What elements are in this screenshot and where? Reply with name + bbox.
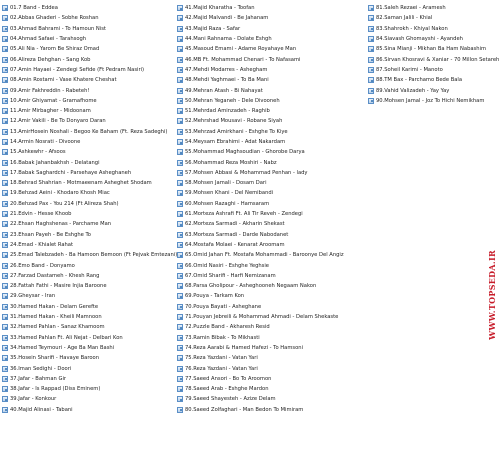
- file-item[interactable]: [2, 281, 172, 291]
- file-name: 81.Saleh Rezaei - Aramesh: [376, 5, 446, 12]
- audio-file-icon: [177, 283, 183, 289]
- file-name: 14.Armin Nosrati - Divoone: [10, 139, 81, 145]
- file-list-column-1: [2, 3, 178, 415]
- audio-file-icon: [2, 273, 8, 279]
- audio-file-icon: [177, 386, 183, 392]
- file-item[interactable]: [177, 250, 364, 260]
- file-name: 08.Amin Rostami - Vase Khatere Cheshat: [10, 77, 117, 84]
- audio-file-icon: [2, 221, 8, 227]
- file-item[interactable]: [177, 54, 364, 64]
- audio-file-icon: [2, 211, 8, 217]
- file-name: 06.Alireza Dehghan - Sang Kob: [10, 56, 91, 63]
- file-item[interactable]: [177, 75, 364, 85]
- file-name: 66.Omid Nasiri - Eshghe Yeghsie: [185, 262, 269, 269]
- file-item[interactable]: [177, 157, 364, 167]
- file-item[interactable]: [2, 374, 172, 384]
- audio-file-icon: [177, 324, 183, 330]
- file-name: 43.Majid Raza - Safar: [185, 25, 241, 32]
- file-name: 60.Mohsen Razaghi - Hamsaram: [185, 200, 270, 207]
- file-name: 11.Amir Mirbagher - Midoonam: [10, 108, 91, 115]
- file-name: 28.Fattah Fathi - Masire Injia Baroone: [10, 283, 107, 290]
- file-item[interactable]: [2, 363, 172, 373]
- file-name: 67.Omid Sharifi - Harfi Nemizanam: [185, 272, 276, 279]
- file-item[interactable]: [177, 240, 364, 250]
- file-name: 69.Pouya - Tarkam Kon: [185, 293, 245, 300]
- file-item[interactable]: [177, 312, 364, 322]
- file-name: 40.Majid Alinasi - Tabani: [10, 406, 73, 413]
- audio-file-icon: [177, 26, 183, 32]
- file-item[interactable]: [177, 168, 364, 178]
- file-name: 48.Mehdi Yaghmaei - To Ba Mani: [185, 77, 269, 84]
- audio-file-icon: [368, 67, 374, 73]
- file-name: 02.Abbas Ghaderi - Sobhe Roshan: [10, 15, 99, 22]
- file-item[interactable]: [2, 384, 172, 394]
- file-name: 25.Emad Talebzadeh - Ba Hamoon Bemoon (Ft Pejvak Emtezani): [10, 252, 178, 259]
- file-item[interactable]: [2, 3, 172, 13]
- audio-file-icon: [368, 88, 374, 94]
- file-name: 29.Gheysar - Iran: [10, 293, 56, 300]
- audio-file-icon: [177, 5, 183, 11]
- file-name: 36.Iman Sedighi - Doori: [10, 365, 72, 372]
- audio-file-icon: [368, 36, 374, 42]
- audio-file-icon: [2, 232, 8, 238]
- file-item[interactable]: [2, 127, 172, 137]
- audio-file-icon: [2, 118, 8, 124]
- audio-file-icon: [177, 98, 183, 104]
- file-item[interactable]: [368, 34, 468, 44]
- audio-file-icon: [177, 57, 183, 63]
- file-list-column-2: [177, 3, 364, 415]
- file-name: 84.Siavash Ghomayshi - Ayandeh: [376, 36, 463, 43]
- audio-file-icon: [2, 293, 8, 299]
- file-name: 31.Hamed Hakan - Kheili Mamnoon: [10, 314, 102, 321]
- file-item[interactable]: [2, 44, 172, 54]
- file-name: 56.Mohammad Reza Moshiri - Nabz: [185, 159, 277, 166]
- file-name: 18.Behrad Shahrian - Motmaeenam Asheghet Shodam: [10, 180, 152, 187]
- file-item[interactable]: [177, 302, 364, 312]
- file-item[interactable]: [177, 209, 364, 219]
- audio-file-icon: [2, 5, 8, 11]
- audio-file-icon: [2, 263, 8, 269]
- audio-file-icon: [2, 129, 8, 135]
- file-name: 32.Hamed Pahlan - Sanaz Khamoom: [10, 324, 105, 331]
- file-item[interactable]: [177, 230, 364, 240]
- file-item[interactable]: [2, 13, 172, 23]
- audio-file-icon: [177, 252, 183, 258]
- audio-file-icon: [177, 149, 183, 155]
- file-item[interactable]: [368, 96, 485, 106]
- audio-file-icon: [2, 345, 8, 351]
- audio-file-icon: [177, 366, 183, 372]
- file-name: 73.Ramin Bibak - To Mikhasti: [185, 334, 260, 341]
- file-item[interactable]: [177, 34, 364, 44]
- file-item[interactable]: [368, 3, 468, 13]
- file-item[interactable]: [368, 54, 500, 64]
- file-name: 72.Puzzle Band - Akharesh Resid: [185, 324, 270, 331]
- file-item[interactable]: [177, 127, 364, 137]
- file-item[interactable]: [2, 24, 172, 34]
- audio-file-icon: [2, 160, 8, 166]
- file-item[interactable]: [2, 65, 172, 75]
- audio-file-icon: [2, 88, 8, 94]
- file-name: 49.Mehran Atash - Bi Nahayat: [185, 87, 263, 94]
- file-item[interactable]: [2, 188, 172, 198]
- file-name: 87.Soheil Karimi - Manoto: [376, 66, 443, 73]
- file-name: 54.Meysam Ebrahimi - Adat Nakardam: [185, 139, 286, 145]
- file-list-column-3: [368, 3, 500, 106]
- file-name: 33.Hamed Pahlan Ft. Ali Nejat - Delbari Kon: [10, 334, 123, 341]
- audio-file-icon: [177, 355, 183, 361]
- file-name: 47.Mehdi Modarres - Ashegham: [185, 66, 268, 73]
- audio-file-icon: [2, 98, 8, 104]
- file-item[interactable]: [177, 291, 364, 301]
- file-item[interactable]: [2, 219, 172, 229]
- audio-file-icon: [177, 273, 183, 279]
- file-name: 62.Morteza Sarmadi - Akharin Shekast: [185, 221, 285, 228]
- file-name: 42.Majid Malvandi - Be Jahanam: [185, 15, 269, 22]
- file-name: 27.Farzad Dastameh - Khesh Rang: [10, 272, 100, 279]
- audio-file-icon: [177, 77, 183, 83]
- file-item[interactable]: [2, 271, 172, 281]
- file-name: 41.Majid Kharatha - Toofan: [185, 5, 255, 12]
- file-name: 12.Amir Vakili - Be To Donyaro Daran: [10, 118, 106, 125]
- file-name: 37.Jafar - Bahman Gir: [10, 375, 67, 382]
- audio-file-icon: [2, 376, 8, 382]
- audio-file-icon: [2, 57, 8, 63]
- file-item[interactable]: [2, 405, 172, 415]
- file-item[interactable]: [368, 85, 468, 95]
- audio-file-icon: [2, 355, 8, 361]
- audio-file-icon: [177, 46, 183, 52]
- file-item[interactable]: [2, 199, 172, 209]
- file-name: 51.Mehrdad Aminzadeh - Raghib: [185, 108, 270, 115]
- file-item[interactable]: [2, 157, 172, 167]
- file-name: 64.Mostafa Molaei - Kenarat Aroomam: [185, 241, 285, 248]
- audio-file-icon: [177, 170, 183, 176]
- file-name: 75.Reza Yazdani - Vatan Yari: [185, 355, 258, 362]
- file-item[interactable]: [368, 75, 468, 85]
- audio-file-icon: [2, 46, 8, 52]
- file-name: 44.Mani Rahnama - Dolate Eshgh: [185, 36, 272, 43]
- file-name: 20.Behzad Pax - You 214 (Ft Alireza Shah): [10, 200, 119, 207]
- file-name: 07.Amin Hayaei - Zendegi Sefide (Ft Pedram Nasiri): [10, 66, 145, 73]
- file-item[interactable]: [368, 65, 468, 75]
- audio-file-icon: [177, 376, 183, 382]
- file-item[interactable]: [2, 168, 172, 178]
- file-name: 80.Saeed Zolfaghari - Man Bedon To Mimiram: [185, 406, 304, 413]
- audio-file-icon: [2, 77, 8, 83]
- audio-file-icon: [177, 335, 183, 341]
- file-name: 10.Amir Ghiyamat - Gramafhome: [10, 97, 97, 104]
- file-name: 77.Saeed Ansori - Bo To Aroomon: [185, 375, 272, 382]
- file-name: 21.Edvin - Hesse Khoob: [10, 211, 72, 218]
- file-item[interactable]: [2, 34, 172, 44]
- audio-file-icon: [177, 407, 183, 413]
- file-item[interactable]: [2, 322, 172, 332]
- file-name: 83.Shahrokh - Khiyal Nakon: [376, 25, 448, 32]
- file-name: 05.Ali Nia - Yarom Be Shiraz Omad: [10, 46, 100, 53]
- file-name: 50.Mehran Yeganeh - Dele Divooneh: [185, 97, 280, 104]
- file-item[interactable]: [2, 250, 178, 260]
- audio-file-icon: [177, 221, 183, 227]
- audio-file-icon: [2, 396, 8, 402]
- file-name: 71.Pouyan Jebreili & Mohammad Ahmadi - Delam Shekaste: [185, 314, 339, 321]
- audio-file-icon: [177, 242, 183, 248]
- audio-file-icon: [2, 386, 8, 392]
- file-item[interactable]: [2, 75, 172, 85]
- site-watermark: WWW.TOPSEDA.IR: [487, 250, 497, 340]
- file-name: 78.Saeed Arab - Eshghe Mardon: [185, 386, 269, 393]
- file-name: 19.Behzad Aeini - Khodaro Khosh Miac: [10, 190, 110, 197]
- file-name: 16.Babak Jahanbakhsh - Delatangi: [10, 159, 100, 166]
- file-name: 15.Ashkewhr - Afsoos: [10, 149, 66, 156]
- file-item[interactable]: [2, 116, 172, 126]
- file-item[interactable]: [177, 260, 364, 270]
- file-item[interactable]: [177, 24, 364, 34]
- file-item[interactable]: [368, 44, 487, 54]
- audio-file-icon: [2, 180, 8, 186]
- audio-file-icon: [368, 98, 374, 104]
- file-item[interactable]: [2, 302, 172, 312]
- file-item[interactable]: [2, 209, 172, 219]
- audio-file-icon: [2, 335, 8, 341]
- file-name: 82.Saman Jalili - Khial: [376, 15, 433, 22]
- file-item[interactable]: [177, 271, 364, 281]
- audio-file-icon: [2, 314, 8, 320]
- audio-file-icon: [2, 108, 8, 114]
- file-name: 52.Mehrshad Mousavi - Robane Siyah: [185, 118, 283, 125]
- file-item[interactable]: [177, 96, 364, 106]
- audio-file-icon: [368, 77, 374, 83]
- file-name: 34.Hamed Teymouri - Age Ba Man Bashi: [10, 344, 115, 351]
- file-item[interactable]: [177, 3, 364, 13]
- file-name: 39.Jafar - Konkour: [10, 396, 57, 403]
- audio-file-icon: [177, 293, 183, 299]
- file-name: 65.Omid Jahan Ft. Mostafa Mohammadi - Baroonye Del Angiz: [185, 252, 344, 259]
- audio-file-icon: [2, 366, 8, 372]
- audio-file-icon: [177, 36, 183, 42]
- file-item[interactable]: [177, 116, 364, 126]
- file-name: 45.Masoud Emami - Adame Royahaye Man: [185, 46, 297, 53]
- audio-file-icon: [368, 26, 374, 32]
- file-name: 09.Amir Fakhreddin - Rabeteh!: [10, 87, 90, 94]
- file-name: 70.Pouya Bayati - Asheghane: [185, 303, 262, 310]
- audio-file-icon: [368, 57, 374, 63]
- file-name: 63.Morteza Sarmadi - Darde Nabodanet: [185, 231, 289, 238]
- file-item[interactable]: [2, 312, 172, 322]
- file-name: 55.Mohammad Maghsoudian - Ghorobe Darya: [185, 149, 305, 156]
- audio-file-icon: [177, 160, 183, 166]
- file-name: 03.Ahmad Bahrami - To Hamoun Nist: [10, 25, 106, 32]
- audio-file-icon: [177, 201, 183, 207]
- file-name: 86.Sirvan Khosravi & Xaniar - 70 Millon Setareh: [376, 56, 500, 63]
- file-item[interactable]: [368, 24, 468, 34]
- file-item[interactable]: [177, 374, 364, 384]
- file-item[interactable]: [2, 333, 172, 343]
- audio-file-icon: [2, 304, 8, 310]
- file-item[interactable]: [177, 65, 364, 75]
- file-item[interactable]: [2, 394, 172, 404]
- file-item[interactable]: [2, 137, 172, 147]
- file-item[interactable]: [2, 291, 172, 301]
- audio-file-icon: [2, 190, 8, 196]
- audio-file-icon: [177, 304, 183, 310]
- audio-file-icon: [2, 252, 8, 258]
- file-name: 88.TM Bax - Parchamo Bede Bala: [376, 77, 463, 84]
- file-item[interactable]: [177, 106, 364, 116]
- file-item[interactable]: [177, 199, 364, 209]
- audio-file-icon: [2, 149, 8, 155]
- audio-file-icon: [2, 67, 8, 73]
- audio-file-icon: [2, 242, 8, 248]
- audio-file-icon: [177, 396, 183, 402]
- audio-file-icon: [177, 15, 183, 21]
- file-name: 58.Mohsen Jamali - Dosam Dari: [185, 180, 267, 187]
- audio-file-icon: [368, 15, 374, 21]
- file-item[interactable]: [177, 353, 364, 363]
- file-name: 57.Mohsen Abbasi & Mohammad Penhan - lady: [185, 169, 308, 176]
- audio-file-icon: [2, 407, 8, 413]
- file-name: 23.Ehsan Payeh - Be Eshghe To: [10, 231, 91, 238]
- file-item[interactable]: [2, 230, 172, 240]
- file-item[interactable]: [177, 85, 364, 95]
- file-name: 01.7 Band - Eddea: [10, 5, 58, 12]
- file-item[interactable]: [177, 137, 364, 147]
- file-name: 76.Reza Yazdani - Vatan Yari: [185, 365, 258, 372]
- file-item[interactable]: [177, 188, 364, 198]
- file-name: 68.Parsa Gholipour - Asheghooneh Negaam Nakon: [185, 283, 317, 290]
- audio-file-icon: [2, 324, 8, 330]
- audio-file-icon: [177, 118, 183, 124]
- file-name: 79.Saeed Shayesteh - Azize Delam: [185, 396, 276, 403]
- file-item[interactable]: [177, 394, 364, 404]
- file-item[interactable]: [2, 260, 172, 270]
- file-item[interactable]: [368, 13, 468, 23]
- audio-file-icon: [177, 232, 183, 238]
- file-name: 59.Mohsen Khani - Del Nemibandi: [185, 190, 274, 197]
- audio-file-icon: [2, 139, 8, 145]
- file-item[interactable]: [2, 240, 172, 250]
- audio-file-icon: [2, 36, 8, 42]
- file-item[interactable]: [177, 219, 364, 229]
- file-name: 30.Hamed Hakan - Delam Gerefte: [10, 303, 99, 310]
- file-name: 61.Morteza Ashrafi Ft. Ali Tir Reveh - Zendegi: [185, 211, 303, 218]
- file-name: 89.Vahid Valizadeh - Yay Yay: [376, 87, 450, 94]
- audio-file-icon: [2, 170, 8, 176]
- file-item[interactable]: [2, 147, 172, 157]
- file-item[interactable]: [2, 106, 172, 116]
- file-item[interactable]: [2, 178, 172, 188]
- audio-file-icon: [177, 263, 183, 269]
- file-item[interactable]: [177, 384, 364, 394]
- file-name: 46.MB Ft. Mohammad Chenari - To Nafasami: [185, 56, 301, 63]
- audio-file-icon: [177, 67, 183, 73]
- file-name: 24.Emad - Khialet Rahat: [10, 241, 74, 248]
- file-name: 17.Babak Saghardchi - Parsehaye Asheghaneh: [10, 169, 132, 176]
- file-name: 74.Reza Aarabi & Hamed Hafezi - To Hamsoni: [185, 344, 304, 351]
- audio-file-icon: [2, 283, 8, 289]
- file-item[interactable]: [2, 353, 172, 363]
- audio-file-icon: [368, 46, 374, 52]
- file-item[interactable]: [2, 343, 172, 353]
- file-item[interactable]: [177, 281, 364, 291]
- file-name: 13.AmirHosein Noshali - Begoo Ke Baham (Ft. Reza Sadeghi): [10, 128, 168, 135]
- file-name: 85.Sina Mianji - Mikhan Ba Ham Nabashim: [376, 46, 487, 53]
- file-item[interactable]: [177, 405, 364, 415]
- audio-file-icon: [2, 201, 8, 207]
- audio-file-icon: [177, 314, 183, 320]
- audio-file-icon: [177, 108, 183, 114]
- file-item[interactable]: [177, 178, 364, 188]
- file-name: 22.Ehsan Haghshenas - Parchame Man: [10, 221, 112, 228]
- file-name: 38.Jafar - Is Rappad (Diss Eminem): [10, 386, 101, 393]
- audio-file-icon: [177, 190, 183, 196]
- file-name: 26.Emo Band - Donyamo: [10, 262, 75, 269]
- file-item[interactable]: [2, 85, 172, 95]
- file-name: 35.Hosein Sharifi - Havaye Baroon: [10, 355, 99, 362]
- audio-file-icon: [2, 26, 8, 32]
- file-item[interactable]: [177, 343, 364, 353]
- audio-file-icon: [177, 88, 183, 94]
- file-item[interactable]: [177, 44, 364, 54]
- file-item[interactable]: [177, 333, 364, 343]
- file-item[interactable]: [177, 147, 364, 157]
- file-item[interactable]: [177, 13, 364, 23]
- file-item[interactable]: [177, 363, 364, 373]
- audio-file-icon: [177, 129, 183, 135]
- audio-file-icon: [177, 139, 183, 145]
- file-name: 04.Ahmad Safaei - Tarahsogh: [10, 36, 87, 43]
- audio-file-icon: [177, 345, 183, 351]
- file-item[interactable]: [177, 322, 364, 332]
- file-item[interactable]: [2, 96, 172, 106]
- audio-file-icon: [368, 5, 374, 11]
- audio-file-icon: [177, 211, 183, 217]
- file-name: 53.Mehrzad Amirkhani - Eshghe To Kiye: [185, 128, 288, 135]
- audio-file-icon: [177, 180, 183, 186]
- audio-file-icon: [2, 15, 8, 21]
- file-item[interactable]: [2, 54, 172, 64]
- file-name: 90.Mohsen Jamal - Joz To Hichi Nemikham: [376, 97, 485, 104]
